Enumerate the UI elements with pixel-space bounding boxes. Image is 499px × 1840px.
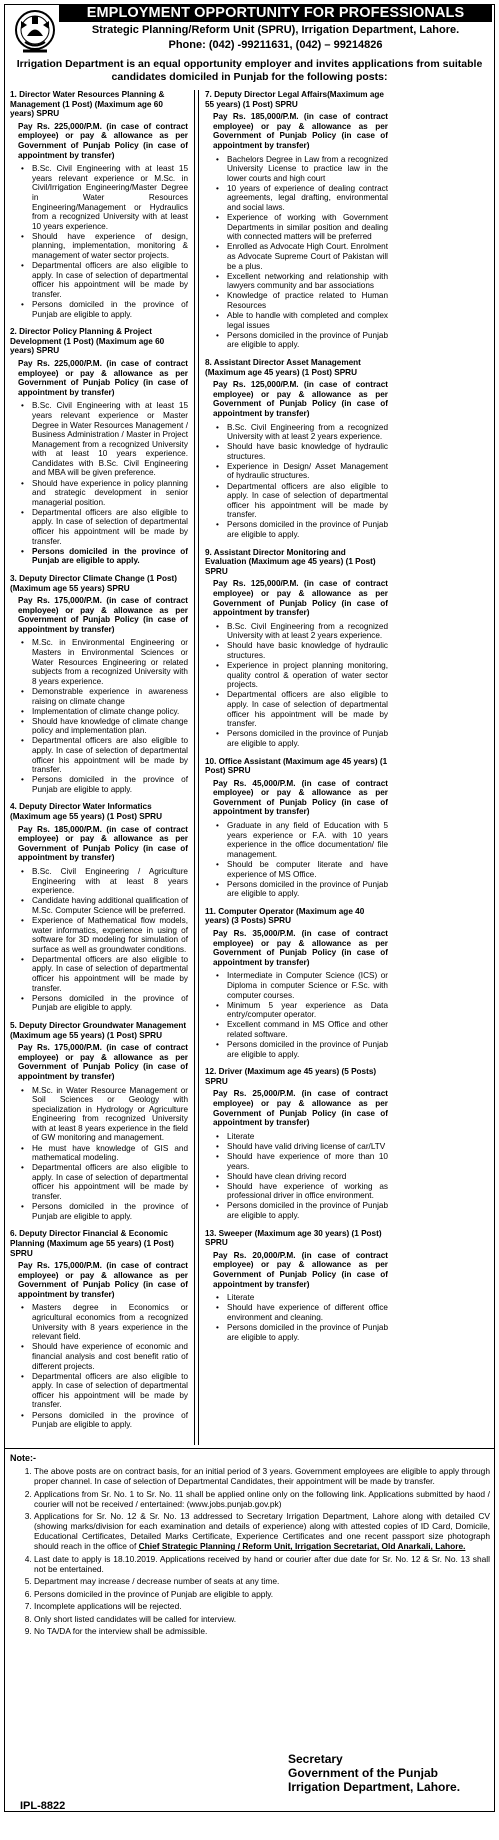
requirement-item: • Should have valid driving license of car/LTV [227,1142,388,1152]
requirement-item: • Demonstrable experience in awareness raising on climate change [32,687,188,706]
post-title: 2. Director Policy Planning & Project Development (1 Post) (Maximum age 60 years) SPRU [10,327,165,356]
note-item: 4. Last date to apply is 18.10.2019. Applications received by hand or courier after due date for Sr. No. 12 & Sr. No. 13 shall not be entertained. [34,1554,490,1574]
requirement-item: • B.Sc. Civil Engineering / Agriculture Engineering with at least 8 years experience. [32,867,188,896]
requirement-item: • B.Sc. Civil Engineering with at least 15 years relevant experience or Master Degree in Water Resources Management / Business Administration / Master in Project Management from a recognized University with at least 10 years experience. Candidates with B.Sc. Civil Engineering and MBA will be given preference. [32,401,188,478]
requirement-item: • Should have experience in policy planning and strategic development in senior managerial position. [32,479,188,508]
requirement-item: • Departmental officers are also eligible to apply. In case of selection of departmental officer his appointment will be made by transfer. [32,1163,188,1201]
requirement-item: • Excellent command in MS Office and other related software. [227,1020,388,1039]
note-item: 2. Applications from Sr. No. 1 to Sr. No. 11 shall be applied online only on the following link. Applications submitted by haod / courier will not be received / entertained: (www.jobs.punjab.gov.pk) [34,1489,490,1509]
requirement-item: • Literate [227,1293,388,1303]
requirement-item: • Should have experience of more than 10 years. [227,1152,388,1171]
post-title: 1. Director Water Resources Planning & Management (1 Post) (Maximum age 60 years) SPRU [10,90,165,119]
requirements-list [10,164,188,319]
requirement-item: • M.Sc. in Water Resource Management or Soil Sciences or Geology with specialization in Hydrology or Agriculture Engineering from recognized University with at least 8 years experience in the field of GW monitoring and management. [32,1086,188,1144]
note-item: 5. Department may increase / decrease number of seats at any time. [34,1576,490,1586]
requirements-list [10,638,188,794]
column-divider [198,90,199,1445]
requirements-list [10,1303,188,1429]
requirements-list [205,1132,388,1221]
requirement-item: • Persons domiciled in the province of Punjab are eligible to apply. [32,300,188,319]
requirement-item: • Should have clean driving record [227,1172,388,1182]
unit-line: Strategic Planning/Reform Unit (SPRU), Irrigation Department, Lahore. [91,24,460,36]
left-column [10,90,188,1438]
requirement-item: • Should have experience of economic and financial analysis and cost benefit ratio of different projects. [32,1342,188,1371]
job-post [205,358,388,540]
requirements-list [10,1086,188,1222]
requirement-item: • Departmental officers are also eligible to apply. In case of selection of departmental officer his appointment will be made by transfer. [32,1372,188,1410]
job-post [10,90,188,319]
requirements-list [205,1293,388,1342]
punjab-government-emblem-icon [13,9,57,55]
post-pay: Pay Rs. 225,000/P.M. (in case of contract employee) or pay & allowance as per Government of Punjab Policy (in case of appointment by transfer) [18,121,188,160]
requirement-item: • Persons domiciled in the province of Punjab are eligible to apply. [227,331,388,350]
post-title: 5. Deputy Director Groundwater Management (Maximum age 55 years) (1 Post) SPRU [10,1020,187,1040]
requirement-item: • Candidate having additional qualification of M.Sc. Computer Science will be preferred. [32,896,188,915]
requirement-item: • Should have basic knowledge of hydraulic structures. [227,641,388,660]
phone-line: Phone: (042) -99211631, (042) – 99214826 [168,39,383,51]
requirement-item: • Able to handle with completed and complex legal issues [227,311,388,330]
requirement-item: • B.Sc. Civil Engineering from a recognized University with at least 2 years experience. [227,622,388,641]
signature-title: Secretary [288,1752,343,1766]
requirement-item: • Departmental officers are also eligible to apply. In case of selection of departmental officer his appointment will be made by transfer. [32,955,188,993]
notes-heading: Note:- [10,1453,36,1463]
post-title: 13. Sweeper (Maximum age 30 years) (1 Post) SPRU [205,1228,382,1248]
requirement-item: • M.Sc. in Environmental Engineering or Masters in Environmental Sciences or Water Resources Engineering or related subjects from a recognized University with 8 years experience. [32,638,188,686]
ad-header [5,5,494,55]
post-title: 4. Deputy Director Water Informatics (Maximum age 55 years) (1 Post) SPRU [10,802,162,822]
requirement-item: • Experience in Design/ Asset Management of hydraulic structures. [227,462,388,481]
job-post [205,907,388,1059]
post-pay: Pay Rs. 125,000/P.M. (in case of contract employee) or pay & allowance as per Government of Punjab Policy (in case of appointment by transfer) [213,579,388,618]
requirements-list [10,867,188,1013]
requirement-item: • Persons domiciled in the province of Punjab are eligible to apply. [227,729,388,748]
post-pay: Pay Rs. 185,000/P.M. (in case of contract employee) or pay & allowance as per Government of Punjab Policy (in case of appointment by transfer) [213,112,388,150]
post-pay: Pay Rs. 25,000/P.M. (in case of contract employee) or pay & allowance as per Government of Punjab Policy (in case of appointment by transfer) [213,1089,388,1128]
post-title: 9. Assistant Director Monitoring and Evaluation (Maximum age 45 years) (1 Post) SPRU [205,547,376,576]
post-title: 7. Deputy Director Legal Affairs(Maximum age 55 years) (1 Post) SPRU [205,90,384,109]
intro-text: Irrigation Department is an equal opportunity employer and invites applications from suitable candidates domiciled in Punjab for the following posts: [16,58,483,83]
notes-divider [4,1448,495,1449]
requirement-item: • Persons domiciled in the province of Punjab are eligible to apply. [227,1040,388,1059]
note-text: Applications for Sr. No. 12 & Sr. No. 13 addressed to Secretary Irrigation Department, Lahore along with detailed CV (showing marks/division for each examination and details of experience) along with attested copies of ID Card, Domicile, Educational Certificates, Detailed Marks Certificate, Experience Certificates and one recent passport size photograph should reach in the office of [34,1511,490,1551]
requirement-item: • B.Sc. Civil Engineering with at least 15 years relevant experience or M.Sc. in Civil/Irrigation Engineering/Master Degree in Water Resources Engineering/Management or Hydraulics from a recognized University with at least 10 years experience. [32,164,188,231]
requirement-item: • Excellent networking and relationship with lawyers community and bar associations [227,272,388,291]
requirement-item: • 10 years of experience of dealing contract agreements, legal drafting, environmental and social laws. [227,184,388,213]
signature-block [288,1752,468,1794]
requirement-item: • Departmental officers are also eligible to apply. In case of selection of departmental officer his appointment will be made by transfer. [32,261,188,299]
requirement-item: • Knowledge of practice related to Human Resources [227,291,388,310]
job-post [205,757,388,899]
requirement-item: • Should be computer literate and have experience of MS Office. [227,860,388,879]
requirement-item: • Intermediate in Computer Science (ICS) or Diploma in computer Science or F.Sc. with computer courses. [227,971,388,1000]
requirement-item: • Persons domiciled in the province of Punjab are eligible to apply. [227,1201,388,1220]
note-item: 7. Incomplete applications will be rejected. [34,1601,490,1611]
post-title: 10. Office Assistant (Maximum age 45 years) (1 Post) SPRU [205,756,388,776]
post-pay: Pay Rs. 175,000/P.M. (in case of contract employee) or pay & allowance as per Government of Punjab Policy (in case of appointment by transfer) [18,1261,188,1299]
job-post [205,1067,388,1220]
ad-title: EMPLOYMENT OPPORTUNITY FOR PROFESSIONALS [59,5,492,22]
note-item: 9. No TA/DA for the interview shall be admissible. [34,1626,490,1636]
requirement-item: • Departmental officers are also eligible to apply. In case of selection of departmental officer his appointment will be made by transfer. [32,736,188,774]
column-divider [194,90,195,1445]
requirement-item: • Departmental officers are also eligible to apply. In case of selection of departmental officer his appointment will be made by transfer. [227,482,388,520]
requirement-item: • Persons domiciled in the province of Punjab are eligible to apply. [32,994,188,1013]
post-pay: Pay Rs. 35,000/P.M. (in case of contract employee) or pay & allowance as per Government of Punjab Policy (in case of appointment by transfer) [213,929,388,967]
requirement-item: • Persons domiciled in the province of Punjab are eligible to apply. [32,1202,188,1221]
job-post [10,327,188,566]
post-pay: Pay Rs. 125,000/P.M. (in case of contract employee) or pay & allowance as per Government of Punjab Policy (in case of appointment by transfer) [213,380,388,418]
notes-list [10,1466,490,1636]
post-pay: Pay Rs. 20,000/P.M. (in case of contract employee) or pay & allowance as per Government of Punjab Policy (in case of appointment by transfer) [213,1250,388,1289]
note-office-address: Chief Strategic Planning / Reform Unit, Irrigation Secretariat, Old Anarkali, Lahore. [138,1541,466,1551]
requirement-item: • Experience in project planning monitoring, quality control & operation of water sector projects. [227,661,388,690]
requirement-item: • Enrolled as Advocate High Court. Enrolment as Advocate Supreme Court of Pakistan will be a plus. [227,242,388,271]
requirements-list [205,971,388,1059]
post-title: 12. Driver (Maximum age 45 years) (5 Posts) SPRU [205,1067,377,1086]
requirement-item: • Persons domiciled in the province of Punjab are eligible to apply. [32,775,188,794]
requirement-item: • Persons domiciled in the province of Punjab are eligible to apply. [32,547,188,566]
note-item: 1. The above posts are on contract basis, for an initial period of 3 years. Government employees are eligible to apply through proper channel. In case of selection of Departmental Candidates, their appointment will be made by transfer. [34,1466,490,1486]
requirement-item: • Should have basic knowledge of hydraulic structures. [227,442,388,461]
note-item: 6. Persons domiciled in the province of Punjab are eligible to apply. [34,1589,490,1599]
note-item: 8. Only short listed candidates will be called for interview. [34,1614,490,1624]
requirement-item: • Graduate in any field of Education with 5 years experience or F.A. with 10 years experience in the office documentation/ file management. [227,821,388,859]
requirements-list [10,401,188,566]
post-pay: Pay Rs. 225,000/P.M. (in case of contract employee) or pay & allowance as per Government of Punjab Policy (in case of appointment by transfer) [18,358,188,397]
job-post [10,1229,188,1429]
requirement-item: • Departmental officers are also eligible to apply. In case of selection of departmental officer his appointment will be made by transfer. [227,690,388,728]
requirement-item: • Departmental officers are also eligible to apply. In case of selection of departmental officer his appointment will be made by transfer. [32,508,188,546]
note-item [34,1511,490,1551]
job-post [10,802,188,1012]
requirement-item: • Persons domiciled in the province of Punjab are eligible to apply. [227,520,388,539]
requirement-item: • Should have knowledge of climate change policy and implementation plan. [32,717,188,736]
requirement-item: • Minimum 5 year experience as Data entry/computer operator. [227,1001,388,1020]
requirement-item: • Should have experience of different office environment and cleaning. [227,1303,388,1322]
job-post [10,574,188,795]
requirement-item: • Persons domiciled in the province of Punjab are eligible to apply. [227,880,388,899]
requirement-item: • Bachelors Degree in Law from a recognized University License to practice law in the lower courts and high court [227,155,388,184]
requirement-item: • B.Sc. Civil Engineering from a recognized University with at least 2 years experience. [227,423,388,442]
requirements-list [205,622,388,749]
job-post [205,1229,388,1343]
signature-dept: Irrigation Department, Lahore. [288,1780,461,1794]
requirement-item: • Experience of Mathematical flow models, water informatics, experience in using of software for 3D modeling for simulation of surface as well as groundwater conditions. [32,916,188,954]
requirement-item: • Masters degree in Economics or agricultural economics from a recognized University with 8 years experience in the relevant field. [32,1303,188,1341]
post-pay: Pay Rs. 175,000/P.M. (in case of contract employee) or pay & allowance as per Government of Punjab Policy (in case of appointment by transfer) [18,1043,188,1081]
requirement-item: • Should have experience of working as professional driver in office environment. [227,1182,388,1201]
post-title: 6. Deputy Director Financial & Economic Planning (Maximum age 55 years) (1 Post) SPRU [10,1229,174,1258]
requirements-list [205,821,388,899]
requirements-list [205,155,388,350]
ipl-number: IPL-8822 [20,1800,66,1812]
post-pay: Pay Rs. 185,000/P.M. (in case of contract employee) or pay & allowance as per Government of Punjab Policy (in case of appointment by transfer) [18,824,188,863]
post-title: 3. Deputy Director Climate Change (1 Post) (Maximum age 55 years) SPRU [10,573,177,593]
post-pay: Pay Rs. 175,000/P.M. (in case of contract employee) or pay & allowance as per Government of Punjab Policy (in case of appointment by transfer) [18,596,188,634]
signature-gov: Government of the Punjab [288,1766,439,1780]
post-title: 8. Assistant Director Asset Management (Maximum age 45 years) (1 Post) SPRU [205,357,361,377]
post-title: 11. Computer Operator (Maximum age 40 years) (3 Posts) SPRU [205,906,365,926]
post-pay: Pay Rs. 45,000/P.M. (in case of contract employee) or pay & allowance as per Government of Punjab Policy (in case of appointment by transfer) [213,778,388,817]
requirements-list [205,423,388,540]
job-post [10,1021,188,1221]
requirement-item: • Persons domiciled in the province of Punjab are eligible to apply. [32,1411,188,1430]
requirement-item: • Persons domiciled in the province of Punjab are eligible to apply. [227,1323,388,1342]
right-column [205,90,388,1350]
job-post [205,90,388,350]
notes-section [10,1453,490,1639]
job-post [205,548,388,749]
requirement-item: • He must have knowledge of GIS and mathematical modeling. [32,1144,188,1163]
requirement-item: • Experience of working with Government Departments in similar position and dealing with connected matters will be preferred [227,213,388,242]
requirement-item: • Literate [227,1132,388,1142]
requirement-item: • Should have experience of design, planning, implementation, monitoring & management of water sector projects. [32,232,188,261]
requirement-item: • Implementation of climate change policy. [32,707,188,717]
